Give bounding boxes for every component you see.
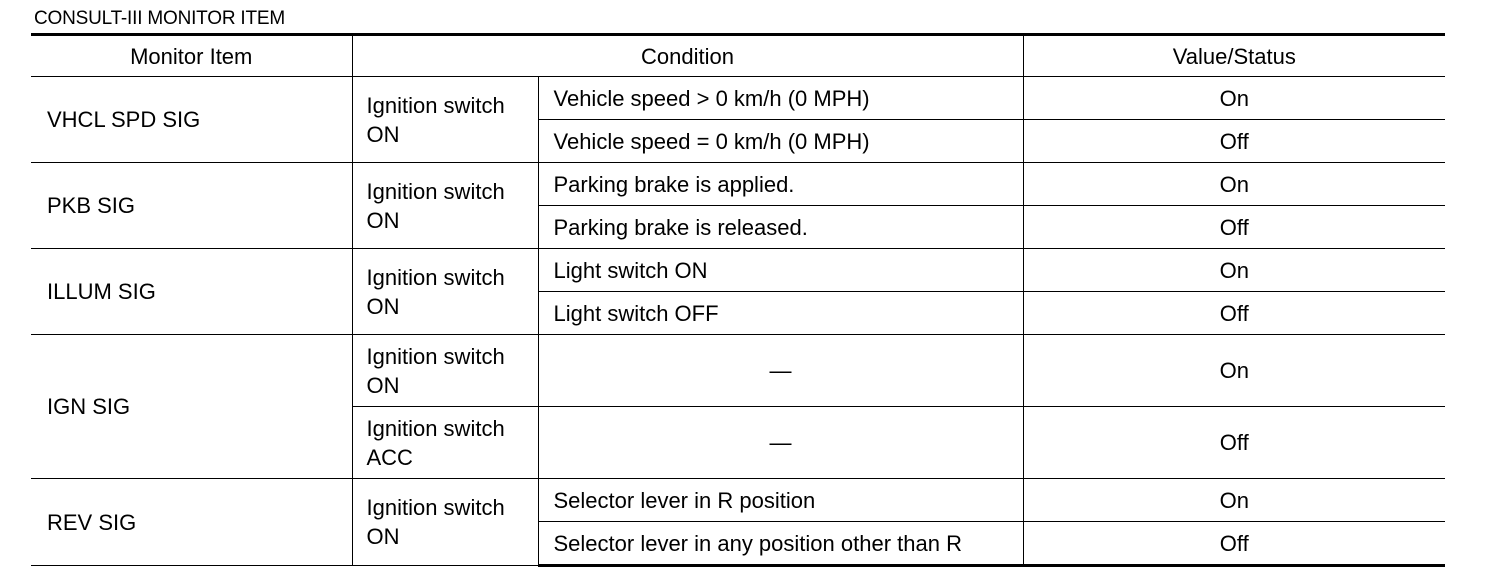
value-status-cell: On [1023,249,1445,292]
ignition-state: ON [366,524,400,549]
ignition-state: ON [366,121,400,147]
table-row [31,335,1445,407]
ignition-label: Ignition switch [366,178,505,204]
ignition-condition-cell [352,407,538,479]
ignition-state: ACC [366,444,413,470]
monitor-item-cell: ILLUM SIG [31,249,352,335]
ignition-condition-cell [352,163,538,249]
value-status-cell: Off [1023,120,1445,163]
ignition-condition-cell [352,335,538,407]
table-row [31,77,1445,120]
value-status-cell: On [1023,77,1445,120]
ignition-label: Ignition switch [366,343,505,369]
condition-cell: Parking brake is released. [538,206,1023,249]
header-monitor-item: Monitor Item [31,35,352,77]
ignition-condition-cell [352,479,538,566]
table-caption: CONSULT-III MONITOR ITEM [34,8,286,29]
ignition-state: ON [366,372,400,398]
condition-cell: Selector lever in R position [538,479,1023,522]
monitor-item-table [31,33,1445,567]
monitor-item-cell: IGN SIG [31,335,352,479]
value-status-cell: On [1023,479,1445,522]
value-status-cell: Off [1023,407,1445,479]
condition-cell: Light switch ON [538,249,1023,292]
monitor-item-cell: PKB SIG [31,163,352,249]
table-row [31,249,1445,292]
condition-cell: — [538,407,1023,479]
ignition-state: ON [366,207,400,233]
value-status-cell: Off [1023,292,1445,335]
ignition-label: Ignition switch [366,264,505,290]
ignition-label: Ignition switch [366,495,505,520]
table-row [31,479,1445,522]
table-header-row [31,35,1445,77]
condition-cell: Vehicle speed = 0 km/h (0 MPH) [538,120,1023,163]
value-status-cell: On [1023,335,1445,407]
condition-cell: — [538,335,1023,407]
header-value-status: Value/Status [1023,35,1445,77]
monitor-item-cell: REV SIG [31,479,352,566]
ignition-label: Ignition switch [366,415,505,441]
value-status-cell: Off [1023,522,1445,566]
monitor-item-cell: VHCL SPD SIG [31,77,352,163]
condition-cell: Light switch OFF [538,292,1023,335]
condition-cell: Parking brake is applied. [538,163,1023,206]
ignition-label: Ignition switch [366,92,505,118]
value-status-cell: On [1023,163,1445,206]
value-status-cell: Off [1023,206,1445,249]
ignition-state: ON [366,293,400,319]
ignition-condition-cell [352,249,538,335]
header-condition: Condition [352,35,1023,77]
table-row [31,163,1445,206]
ignition-condition-cell [352,77,538,163]
condition-cell: Selector lever in any position other than R [538,522,1023,566]
condition-cell: Vehicle speed > 0 km/h (0 MPH) [538,77,1023,120]
